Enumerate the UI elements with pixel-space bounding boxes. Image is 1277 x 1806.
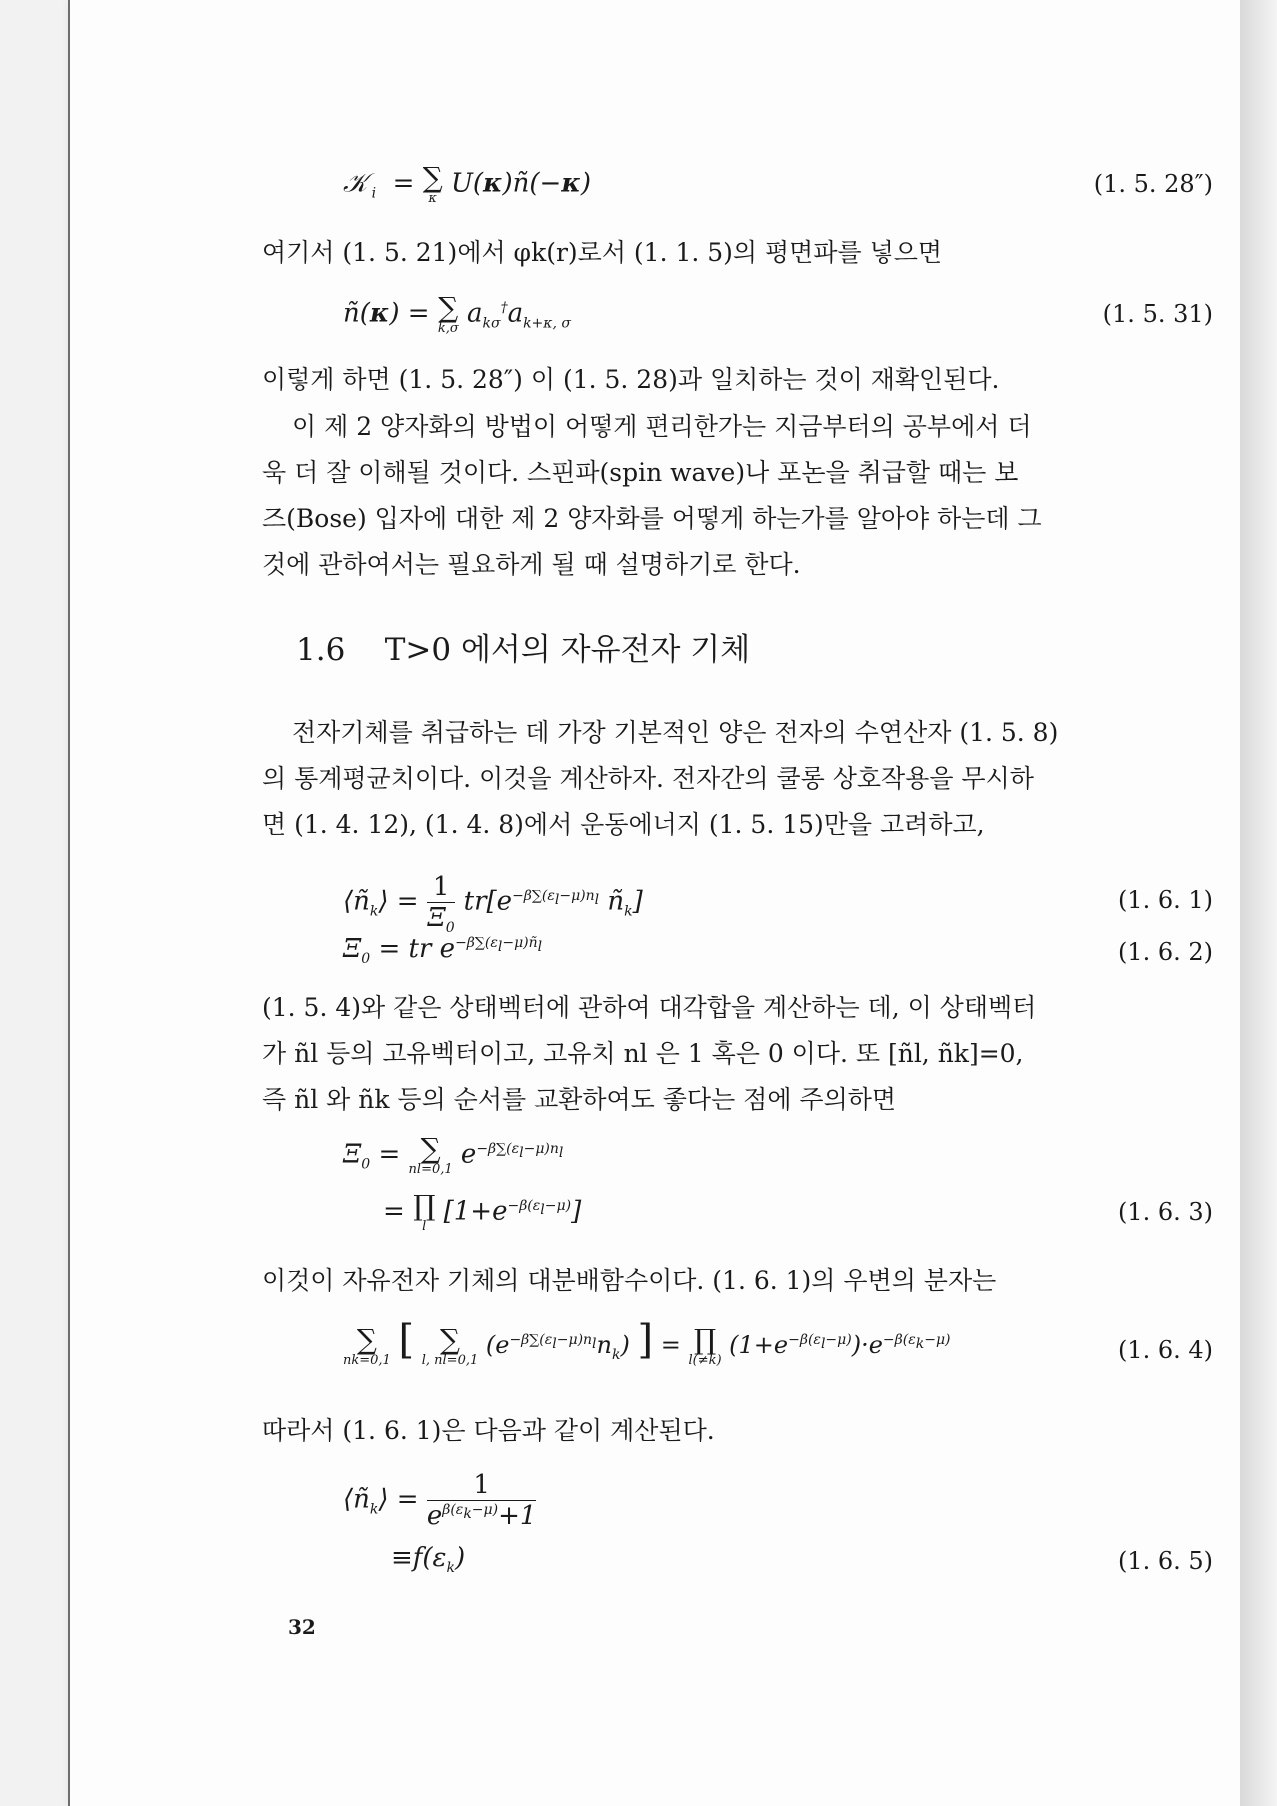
paragraph-text: 즉 ñl 와 ñk 등의 순서를 교환하여도 좋다는 점에 주의하면 bbox=[262, 1085, 897, 1114]
equation-body: $\Xi_0$ = tr $e^{-\beta\sum(\varepsilon_l-\mu)ñ_l}$ bbox=[343, 934, 543, 968]
equation-1-6-4 bbox=[343, 1317, 1213, 1380]
equation-number: (1. 5. 31) bbox=[1102, 300, 1213, 328]
section-title: T>0 에서의 자유전자 기체 bbox=[384, 632, 751, 668]
equation-body: 𝒦 $_i$ = ∑ κ U(κ)ñ(−κ) bbox=[343, 161, 591, 206]
page-number: 32 bbox=[288, 1615, 316, 1639]
equation-1-6-5b bbox=[343, 1545, 1213, 1585]
paragraph-text: 전자기체를 취급하는 데 가장 기본적인 양은 전자의 수연산자 (1. 5. 8) bbox=[292, 718, 1059, 747]
equation-number: (1. 6. 2) bbox=[1117, 938, 1213, 966]
paragraph-text: 의 통계평균치이다. 이것을 계산하자. 전자간의 쿨롱 상호작용을 무시하 bbox=[262, 764, 1034, 793]
paragraph-text: 가 ñl 등의 고유벡터이고, 고유치 nl 은 1 혹은 0 이다. 또 [ñl, ñk]=0, bbox=[262, 1039, 1024, 1068]
equation-body: = ∏ l $[1+e^{-\beta(\varepsilon_l-\mu)}]$ bbox=[383, 1189, 582, 1234]
equation-1-5-31 bbox=[343, 290, 1213, 336]
equation-number: (1. 5. 28″) bbox=[1093, 170, 1213, 198]
paragraph-text: 이렇게 하면 (1. 5. 28″) 이 (1. 5. 28)과 일치하는 것이 재확인된다. bbox=[262, 365, 1000, 394]
equation-body: $⟨ñ_k⟩$ = $\frac{1}{e^{\beta(\varepsilon_k-\mu)}+1}$ bbox=[343, 1470, 537, 1531]
equation-1-6-3a bbox=[343, 1132, 1213, 1185]
paragraph-text: 면 (1. 4. 12), (1. 4. 8)에서 운동에너지 (1. 5. 15)만을 고려하고, bbox=[262, 810, 985, 839]
equation-number: (1. 6. 3) bbox=[1117, 1198, 1213, 1226]
equation-1-5-28pp bbox=[343, 160, 1213, 206]
fraction: $\frac{1}{\Xi_0}$ bbox=[427, 872, 455, 937]
paragraph-text: 따라서 (1. 6. 1)은 다음과 같이 계산된다. bbox=[262, 1416, 715, 1445]
equation-body: $\Xi_0$ = ∑ nl=0,1 $e^{-\beta\sum(\varepsilon_l-\mu)n_l}$ bbox=[343, 1132, 564, 1177]
paragraph-text: 욱 더 잘 이해될 것이다. 스핀파(spin wave)나 포논을 취급할 때는 보 bbox=[262, 458, 1019, 487]
sum-symbol: ∑ l, nl=0,1 bbox=[421, 1323, 479, 1368]
paragraph-text: 것에 관하여서는 필요하게 될 때 설명하기로 한다. bbox=[262, 550, 801, 579]
equation-number: (1. 6. 4) bbox=[1117, 1336, 1213, 1364]
page-edge bbox=[1240, 0, 1277, 1806]
equation-body: $\equiv f(\varepsilon_k)$ bbox=[391, 1543, 466, 1577]
sum-symbol: ∑ nk=0,1 bbox=[343, 1323, 391, 1368]
sum-symbol: ∑ k,σ bbox=[437, 291, 459, 336]
equation-body: $⟨ñ_k⟩$ = $\frac{1}{\Xi_0}$ $tr[e^{-\beta\sum(\varepsilon_l-\mu)n_l}$ $ñ_k$] bbox=[343, 872, 643, 937]
fraction: $\frac{1}{e^{\beta(\varepsilon_k-\mu)}+1}$ bbox=[426, 1470, 537, 1531]
equation-1-6-3b bbox=[343, 1189, 1213, 1242]
paragraph-text: 여기서 (1. 5. 21)에서 φk(r)로서 (1. 1. 5)의 평면파를 넣으면 bbox=[262, 238, 943, 267]
equation-number: (1. 6. 5) bbox=[1117, 1547, 1213, 1575]
sum-symbol: ∑ κ bbox=[422, 161, 443, 206]
product-symbol: ∏ l(≠k) bbox=[688, 1323, 722, 1368]
paragraph-text: 이것이 자유전자 기체의 대분배함수이다. (1. 6. 1)의 우변의 분자는 bbox=[262, 1266, 997, 1295]
section-heading bbox=[296, 624, 750, 669]
equation-number: (1. 6. 1) bbox=[1117, 886, 1213, 914]
section-number: 1.6 bbox=[296, 632, 346, 668]
paragraph-text: (1. 5. 4)와 같은 상태벡터에 관하여 대각합을 계산하는 데, 이 상태벡터 bbox=[262, 993, 1037, 1022]
equation-1-6-5a bbox=[343, 1468, 1213, 1538]
equation-body: ∑ nk=0,1 [ ∑ l, nl=0,1 $(e^{-\beta\sum(\varepsilon_l-\mu)n_l}n_k)$ ] = ∏ l(≠k) $(1+e^{-\beta(\varepsilon_l-\mu)})\cdot e^{-\beta(\varepsilon_k-\mu)}$ bbox=[343, 1317, 951, 1368]
paragraph-text: 즈(Bose) 입자에 대한 제 2 양자화를 어떻게 하는가를 알아야 하는데 그 bbox=[262, 504, 1042, 533]
equation-1-6-2 bbox=[343, 932, 1213, 972]
paragraph-text: 이 제 2 양자화의 방법이 어떻게 편리한가는 지금부터의 공부에서 더 bbox=[292, 412, 1032, 441]
product-symbol: ∏ l bbox=[413, 1189, 436, 1234]
equation-body: ñ(κ) = ∑ k,σ $a_{k\sigma}^\dagger a_{k+\kappa, \sigma}$ bbox=[343, 291, 571, 336]
equation-1-6-1 bbox=[343, 866, 1213, 936]
sum-symbol: ∑ nl=0,1 bbox=[408, 1132, 453, 1177]
